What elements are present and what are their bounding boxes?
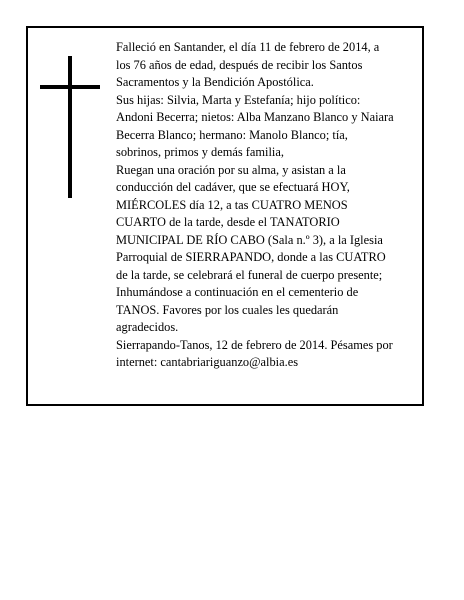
notice-line: CUARTO de la tarde, desde el TANATORIO — [116, 215, 340, 229]
notice-line: MUNICIPAL DE RÍO CABO (Sala n.º 3), a la Iglesia — [116, 232, 383, 247]
notice-line: Parroquial de SIERRAPANDO, donde a las CUATRO — [116, 250, 386, 264]
notice-line: de la tarde, se celebrará el funeral de cuerpo presente; — [116, 267, 383, 282]
notice-line: los 76 años de edad, después de recibir los Santos — [116, 57, 363, 72]
notice-line: conducción del cadáver, que se efectuará HOY, — [116, 180, 350, 194]
notice-line: MIÉRCOLES día 12, a tas CUATRO MENOS — [116, 197, 348, 212]
notice-line: Sierrapando-Tanos, 12 de febrero de 2014. Pésames por — [116, 337, 393, 352]
notice-line: TANOS. Favores por los cuales les quedarán — [116, 302, 339, 317]
notice-line: Sus hijas: Silvia, Marta y Estefanía; hijo político: — [116, 92, 361, 107]
notice-line: Becerra Blanco; hermano: Manolo Blanco; tía, — [116, 127, 348, 142]
notice-line: Inhumándose a continuación en el cementerio de — [116, 285, 359, 299]
notice-text — [116, 39, 416, 372]
notice-line: internet: cantabriariguanzo@albia.es — [116, 355, 299, 369]
notice-line: Falleció en Santander, el día 11 de febrero de 2014, a — [116, 40, 380, 54]
notice-line: sobrinos, primos y demás familia, — [116, 145, 284, 159]
notice-line: Sacramentos y la Bendición Apostólica. — [116, 75, 314, 89]
cross-horizontal-bar — [40, 85, 100, 89]
notice-line: agradecidos. — [116, 320, 179, 334]
notice-line: Andoni Becerra; nietos: Alba Manzano Blanco y Naiara — [116, 110, 394, 124]
notice-line: Ruegan una oración por su alma, y asistan a la — [116, 162, 346, 177]
obituary-notice — [26, 26, 424, 406]
cross-vertical-bar — [68, 56, 72, 198]
